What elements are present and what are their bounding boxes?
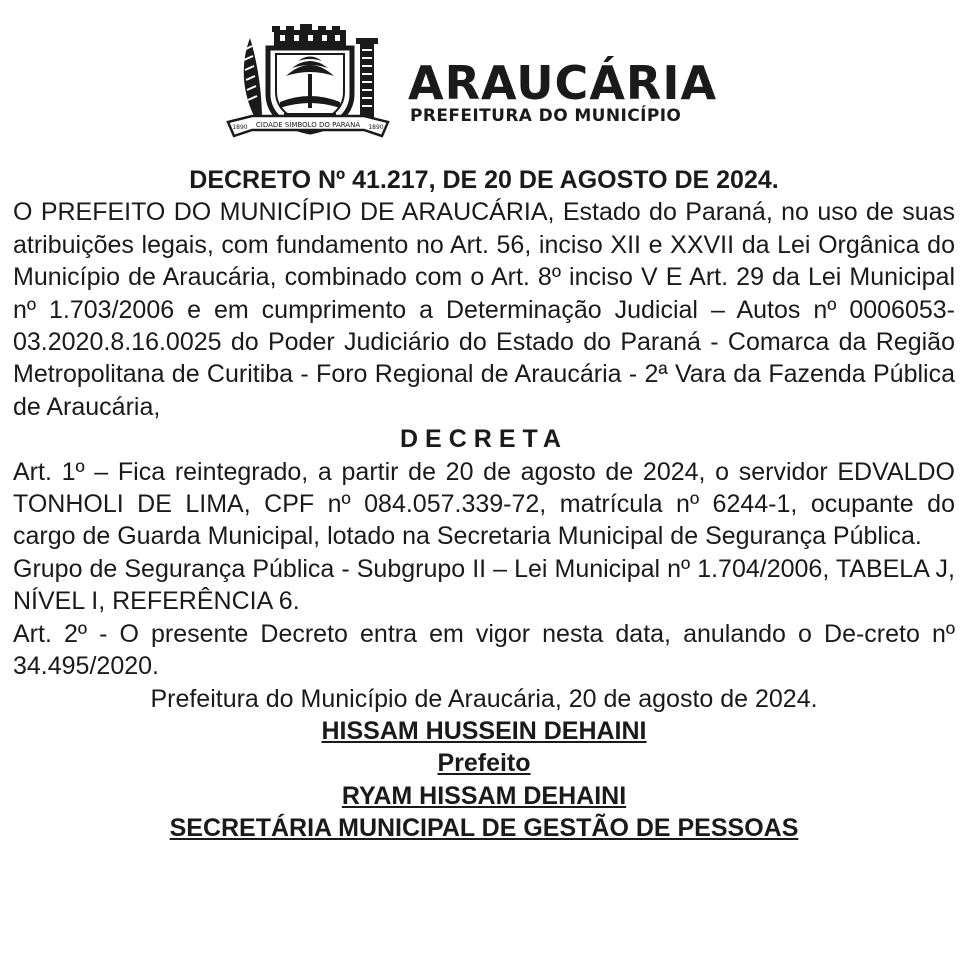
brand-block — [408, 56, 718, 126]
signer-2-name: RYAM HISSAM DEHAINI — [341, 781, 627, 810]
brand-subtitle: PREFEITURA DO MUNICÍPIO — [410, 106, 682, 126]
municipal-coat-of-arms-icon — [222, 24, 394, 142]
brand-name: ARAUCÁRIA — [408, 56, 718, 110]
header — [222, 24, 762, 142]
place-date: Prefeitura do Município de Araucária, 20 de agosto de 2024. — [150, 684, 818, 713]
crest-year-left: 1890 — [232, 124, 248, 131]
decree-body — [13, 164, 955, 845]
article-2: Art. 2º - O presente Decreto entra em vigor nesta data, anulando o De-creto nº 34.495/2020. — [13, 619, 955, 681]
signer-2-title: SECRETÁRIA MUNICIPAL DE GESTÃO DE PESSOAS — [169, 814, 799, 843]
decreta-heading: DECRETA — [400, 425, 568, 454]
group-classification: Grupo de Segurança Pública - Subgrupo II – Lei Municipal nº 1.704/2006, TABELA J, NÍVEL I, REFERÊNCIA 6. — [13, 554, 955, 616]
signer-1-title: Prefeito — [437, 749, 531, 778]
decree-preamble: O PREFEITO DO MUNICÍPIO DE ARAUCÁRIA, Estado do Paraná, no uso de suas atribuições legais, com fundamento no Art. 56, inciso XII e XXVII da Lei Orgânica do Município de Araucária, combinado com o Art. 8º inciso V E Art. 29 da Lei Municipal nº 1.703/2006 e em cumprimento a Determinação Judicial – Autos nº 0006053-03.2020.8.16.0025 do Poder Judiciário do Estado do Paraná - Comarca da Região Metropolitana de Curitiba - Foro Regional de Araucária - 2ª Vara da Fazenda Pública de Araucária, — [13, 198, 955, 421]
crest-year-right: 1890 — [368, 124, 384, 131]
signer-1-name: HISSAM HUSSEIN DEHAINI — [321, 716, 647, 745]
article-1: Art. 1º – Fica reintegrado, a partir de 20 de agosto de 2024, o servidor EDVALDO TONHOLI DE LIMA, CPF nº 084.057.339-72, matrícula nº 6244-1, ocupante do cargo de Guarda Municipal, lotado na Secretaria Municipal de Segurança Pública. — [13, 457, 955, 551]
crest-ribbon-text: CIDADE SÍMBOLO DO PARANÁ — [255, 121, 361, 129]
decree-title: DECRETO Nº 41.217, DE 20 DE AGOSTO DE 2024. — [189, 166, 779, 194]
